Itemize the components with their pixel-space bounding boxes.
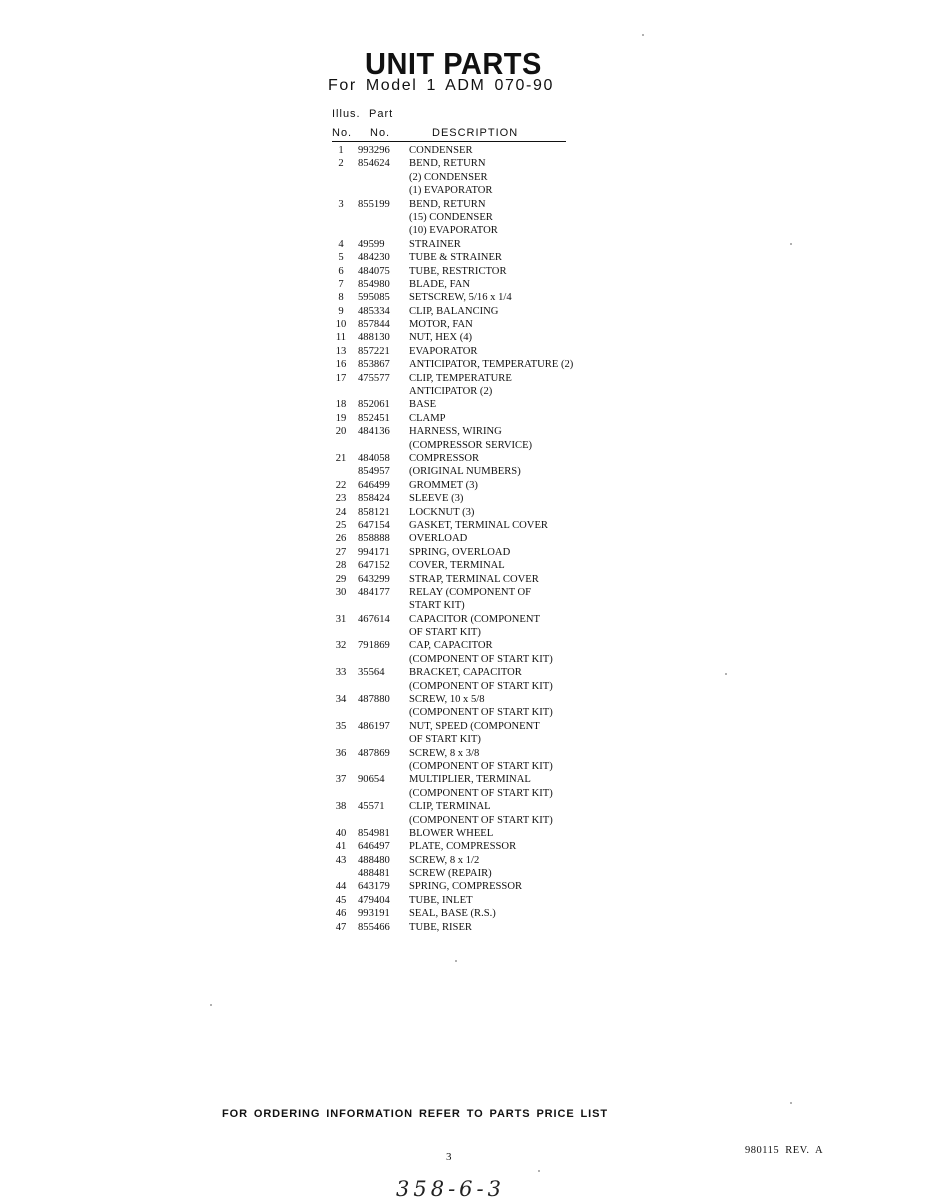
- table-row: [0, 814, 941, 827]
- part-no: 467614: [358, 613, 390, 625]
- part-description: BEND, RETURN: [409, 198, 486, 210]
- illus-no: 20: [335, 426, 347, 438]
- table-row: [0, 532, 941, 545]
- illus-no: 33: [335, 667, 347, 679]
- table-row: [0, 506, 941, 519]
- table-row: [0, 265, 941, 278]
- table-row: [0, 787, 941, 800]
- table-row: [0, 680, 941, 693]
- part-no: 646497: [358, 841, 390, 853]
- illus-no: 23: [335, 493, 347, 505]
- part-no: 854981: [358, 827, 390, 839]
- table-row: [0, 747, 941, 760]
- part-description: SEAL, BASE (R.S.): [409, 908, 496, 920]
- part-description: (COMPONENT OF START KIT): [409, 653, 553, 665]
- part-description: SPRING, COMPRESSOR: [409, 881, 523, 893]
- part-description: SPRING, OVERLOAD: [409, 546, 511, 558]
- part-no: 488480: [358, 854, 390, 866]
- part-no: 855199: [358, 198, 390, 210]
- table-row: [0, 211, 941, 224]
- part-description: CLIP, TEMPERATURE: [409, 372, 512, 384]
- part-description: SCREW, 8 x 1/2: [409, 854, 480, 866]
- part-description: COVER, TERMINAL: [409, 560, 505, 572]
- table-row: [0, 439, 941, 452]
- part-description: BLOWER WHEEL: [409, 827, 494, 839]
- part-description: ANTICIPATOR, TEMPERATURE (2): [409, 359, 574, 371]
- table-row: [0, 639, 941, 652]
- parts-table: [0, 144, 941, 934]
- part-description: LOCKNUT (3): [409, 506, 475, 518]
- illus-no: 40: [335, 827, 347, 839]
- part-no: 993296: [358, 145, 390, 156]
- part-description: (2) CONDENSER: [409, 171, 488, 183]
- illus-no: 43: [335, 854, 347, 866]
- part-description: GASKET, TERMINAL COVER: [409, 519, 548, 531]
- part-description: SETSCREW, 5/16 x 1/4: [409, 292, 512, 304]
- part-no: 488481: [358, 868, 390, 880]
- table-row: [0, 760, 941, 773]
- header-illus-no: No.: [332, 127, 353, 139]
- table-row: [0, 613, 941, 626]
- header-description: DESCRIPTION: [432, 127, 519, 139]
- part-no: 484058: [358, 452, 390, 464]
- ordering-footer: FOR ORDERING INFORMATION REFER TO PARTS PRICE LIST: [222, 1108, 608, 1120]
- part-description: TUBE, RESTRICTOR: [409, 265, 507, 277]
- illus-no: 17: [335, 372, 347, 384]
- part-description: OVERLOAD: [409, 533, 468, 545]
- part-description: HARNESS, WIRING: [409, 426, 502, 438]
- part-no: 90654: [358, 774, 385, 786]
- table-row: [0, 171, 941, 184]
- part-description: (COMPONENT OF START KIT): [409, 680, 553, 692]
- table-row: [0, 907, 941, 920]
- part-description: (COMPONENT OF START KIT): [409, 814, 553, 826]
- table-row: [0, 425, 941, 438]
- table-row: [0, 184, 941, 197]
- part-description: TUBE & STRAINER: [409, 252, 502, 264]
- part-no: 855466: [358, 921, 390, 933]
- part-description: (1) EVAPORATOR: [409, 185, 493, 197]
- table-row: [0, 345, 941, 358]
- table-row: [0, 305, 941, 318]
- part-description: (15) CONDENSER: [409, 211, 493, 223]
- part-description: BRACKET, CAPACITOR: [409, 667, 522, 679]
- table-row: [0, 720, 941, 733]
- illus-no: 16: [335, 359, 347, 371]
- illus-no: 37: [335, 774, 347, 786]
- illus-no: 10: [335, 319, 347, 331]
- part-no: 487880: [358, 694, 390, 706]
- illus-no: 18: [335, 399, 347, 411]
- table-row: [0, 827, 941, 840]
- table-row: [0, 894, 941, 907]
- table-row: [0, 854, 941, 867]
- illus-no: 2: [338, 158, 344, 170]
- part-no: 994171: [358, 546, 390, 558]
- part-no: 484230: [358, 252, 390, 264]
- part-description: (COMPONENT OF START KIT): [409, 787, 553, 799]
- part-description: BLADE, FAN: [409, 278, 471, 290]
- part-description: OF START KIT): [409, 627, 481, 639]
- illus-no: 32: [335, 640, 347, 652]
- part-description: RELAY (COMPONENT OF: [409, 586, 532, 598]
- part-description: CLAMP: [409, 412, 446, 424]
- part-no: 858888: [358, 533, 390, 545]
- illus-no: 35: [335, 720, 347, 732]
- illus-no: 7: [338, 278, 344, 290]
- illus-no: 38: [335, 801, 347, 813]
- header-part-top: Part: [369, 108, 394, 120]
- illus-no: 46: [335, 908, 347, 920]
- part-no: 854624: [358, 158, 390, 170]
- table-row: [0, 573, 941, 586]
- illus-no: 47: [335, 921, 347, 933]
- illus-no: 29: [335, 573, 347, 585]
- part-description: SCREW, 10 x 5/8: [409, 694, 485, 706]
- scan-speck: [725, 673, 727, 675]
- illus-no: 30: [335, 586, 347, 598]
- illus-no: 24: [335, 506, 347, 518]
- table-row: [0, 733, 941, 746]
- table-row: [0, 198, 941, 211]
- part-no: 858121: [358, 506, 390, 518]
- part-no: 647152: [358, 560, 390, 572]
- table-row: [0, 331, 941, 344]
- part-no: 854957: [358, 466, 390, 478]
- part-description: EVAPORATOR: [409, 345, 478, 357]
- part-no: 49599: [358, 238, 385, 250]
- part-no: 595085: [358, 292, 390, 304]
- part-description: STRAP, TERMINAL COVER: [409, 573, 539, 585]
- scan-speck: [790, 1102, 792, 1104]
- table-row: [0, 706, 941, 719]
- table-row: [0, 144, 941, 157]
- part-no: 857221: [358, 345, 390, 357]
- part-description: SCREW, 8 x 3/8: [409, 747, 480, 759]
- table-row: [0, 224, 941, 237]
- illus-no: 9: [338, 305, 344, 317]
- part-no: 487869: [358, 747, 390, 759]
- table-row: [0, 921, 941, 934]
- part-no: 484177: [358, 586, 390, 598]
- table-row: [0, 666, 941, 679]
- part-no: 484136: [358, 426, 390, 438]
- part-no: 486197: [358, 720, 390, 732]
- illus-no: 25: [335, 519, 347, 531]
- table-row: [0, 546, 941, 559]
- part-no: 488130: [358, 332, 390, 344]
- part-description: (COMPONENT OF START KIT): [409, 760, 553, 772]
- table-row: [0, 385, 941, 398]
- part-description: SLEEVE (3): [409, 493, 464, 505]
- table-row: [0, 251, 941, 264]
- part-description: COMPRESSOR: [409, 452, 480, 464]
- part-no: 852451: [358, 412, 390, 424]
- part-description: TUBE, RISER: [409, 921, 472, 933]
- table-row: [0, 157, 941, 170]
- model-subtitle: For Model 1 ADM 070-90: [328, 77, 554, 94]
- part-description: STRAINER: [409, 238, 461, 250]
- illus-no: 11: [335, 332, 347, 344]
- illus-no: 22: [335, 479, 347, 491]
- table-row: [0, 318, 941, 331]
- part-description: CONDENSER: [409, 145, 473, 156]
- part-description: PLATE, COMPRESSOR: [409, 841, 517, 853]
- part-no: 646499: [358, 479, 390, 491]
- illus-no: 1: [338, 145, 344, 156]
- part-no: 993191: [358, 908, 390, 920]
- scan-speck: [455, 960, 457, 962]
- table-row: [0, 465, 941, 478]
- illus-no: 26: [335, 533, 347, 545]
- table-row: [0, 880, 941, 893]
- part-description: CLIP, TERMINAL: [409, 801, 491, 813]
- illus-no: 19: [335, 412, 347, 424]
- table-row: [0, 867, 941, 880]
- table-row: [0, 653, 941, 666]
- part-description: TUBE, INLET: [409, 894, 473, 906]
- part-no: 475577: [358, 372, 390, 384]
- illus-no: 27: [335, 546, 347, 558]
- table-row: [0, 452, 941, 465]
- handwritten-note: 358-6-3: [396, 1177, 505, 1201]
- table-row: [0, 479, 941, 492]
- table-row: [0, 586, 941, 599]
- illus-no: 34: [335, 694, 347, 706]
- part-no: 858424: [358, 493, 390, 505]
- table-row: [0, 693, 941, 706]
- part-no: 853867: [358, 359, 390, 371]
- table-row: [0, 372, 941, 385]
- header-part-no: No.: [370, 127, 391, 139]
- part-no: 484075: [358, 265, 390, 277]
- table-row: [0, 358, 941, 371]
- illus-no: 8: [338, 292, 344, 304]
- part-description: CAPACITOR (COMPONENT: [409, 613, 540, 625]
- part-description: OF START KIT): [409, 734, 481, 746]
- part-no: 643179: [358, 881, 390, 893]
- part-description: CAP, CAPACITOR: [409, 640, 493, 652]
- table-row: [0, 291, 941, 304]
- part-description: NUT, SPEED (COMPONENT: [409, 720, 540, 732]
- part-description: START KIT): [409, 600, 465, 612]
- table-row: [0, 519, 941, 532]
- part-description: NUT, HEX (4): [409, 332, 473, 344]
- page-number: 3: [446, 1151, 452, 1163]
- part-description: (10) EVAPORATOR: [409, 225, 498, 237]
- part-no: 647154: [358, 519, 390, 531]
- scan-speck: [538, 1170, 540, 1172]
- illus-no: 6: [338, 265, 344, 277]
- illus-no: 5: [338, 252, 344, 264]
- illus-no: 3: [338, 198, 344, 210]
- part-no: 485334: [358, 305, 390, 317]
- table-row: [0, 800, 941, 813]
- scan-speck: [642, 34, 644, 36]
- table-row: [0, 412, 941, 425]
- part-description: (ORIGINAL NUMBERS): [409, 466, 521, 478]
- part-description: SCREW (REPAIR): [409, 868, 492, 880]
- illus-no: 36: [335, 747, 347, 759]
- part-no: 791869: [358, 640, 390, 652]
- part-description: MULTIPLIER, TERMINAL: [409, 774, 531, 786]
- part-description: BEND, RETURN: [409, 158, 486, 170]
- table-row: [0, 840, 941, 853]
- part-description: BASE: [409, 399, 437, 411]
- table-row: [0, 626, 941, 639]
- header-illus-top: Illus.: [332, 108, 361, 120]
- table-row: [0, 492, 941, 505]
- part-no: 857844: [358, 319, 390, 331]
- scan-speck: [210, 1004, 212, 1006]
- illus-no: 28: [335, 560, 347, 572]
- header-rule: [332, 141, 566, 142]
- illus-no: 45: [335, 894, 347, 906]
- part-description: GROMMET (3): [409, 479, 478, 491]
- illus-no: 21: [335, 452, 347, 464]
- document-number: 980115 REV. A: [745, 1145, 824, 1156]
- illus-no: 4: [338, 238, 344, 250]
- part-description: (COMPONENT OF START KIT): [409, 707, 553, 719]
- part-description: (COMPRESSOR SERVICE): [409, 439, 533, 451]
- illus-no: 31: [335, 613, 347, 625]
- part-no: 479404: [358, 894, 390, 906]
- table-row: [0, 238, 941, 251]
- illus-no: 44: [335, 881, 347, 893]
- part-no: 35564: [358, 667, 385, 679]
- table-row: [0, 599, 941, 612]
- table-row: [0, 398, 941, 411]
- illus-no: 41: [335, 841, 347, 853]
- part-description: MOTOR, FAN: [409, 319, 473, 331]
- table-row: [0, 278, 941, 291]
- table-row: [0, 773, 941, 786]
- part-no: 852061: [358, 399, 390, 411]
- part-description: ANTICIPATOR (2): [409, 386, 493, 398]
- part-no: 854980: [358, 278, 390, 290]
- illus-no: 13: [335, 345, 347, 357]
- part-no: 643299: [358, 573, 390, 585]
- part-description: CLIP, BALANCING: [409, 305, 499, 317]
- table-row: [0, 559, 941, 572]
- scan-speck: [790, 243, 792, 245]
- part-no: 45571: [358, 801, 385, 813]
- page-title: UNIT PARTS: [365, 48, 542, 82]
